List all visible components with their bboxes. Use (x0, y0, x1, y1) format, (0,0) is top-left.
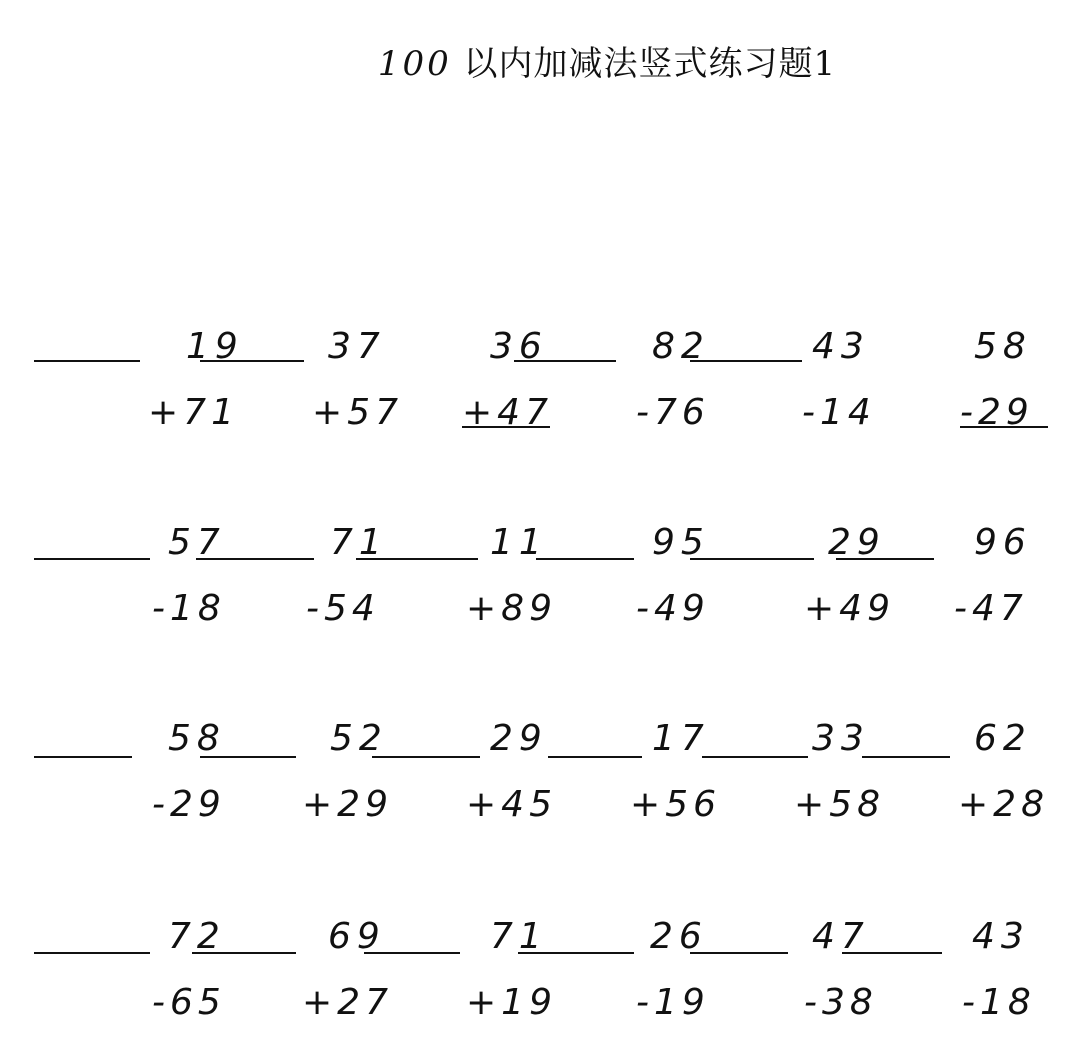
problem-top-number: 43 (812, 326, 870, 367)
problem-top-number: 96 (974, 522, 1032, 563)
problem-bottom-number: +19 (466, 982, 557, 1023)
problem-row-1 (0, 322, 1084, 432)
problem-bottom-number: -14 (802, 392, 876, 433)
problem-top-number: 19 (186, 326, 244, 367)
problem-bottom-number: +49 (804, 588, 895, 629)
problem-top-number: 82 (652, 326, 710, 367)
problem-bottom-number: +28 (958, 784, 1049, 825)
problem-bottom-number: -65 (152, 982, 226, 1023)
problem-bottom-number: +27 (302, 982, 393, 1023)
problem-top-number: 72 (168, 916, 226, 957)
problem-top-number: 47 (812, 916, 870, 957)
problem-bottom-number: +71 (148, 392, 239, 433)
problem-top-number: 71 (330, 522, 388, 563)
problem-top-number: 69 (328, 916, 386, 957)
problem-top-number: 43 (972, 916, 1030, 957)
problem-bottom-number: +89 (466, 588, 557, 629)
answer-line (34, 952, 150, 954)
problem-row-4 (0, 912, 1084, 1022)
problem-bottom-number: -76 (636, 392, 710, 433)
problem-top-number: 57 (168, 522, 226, 563)
problem-bottom-number: +57 (312, 392, 403, 433)
problem-bottom-number: +58 (794, 784, 885, 825)
answer-line (536, 558, 634, 560)
problem-top-number: 52 (330, 718, 388, 759)
problem-top-number: 37 (328, 326, 386, 367)
problem-bottom-number: -38 (804, 982, 878, 1023)
problem-top-number: 71 (490, 916, 548, 957)
problem-bottom-number: -47 (954, 588, 1028, 629)
problem-bottom-number: -18 (962, 982, 1036, 1023)
problem-bottom-number: +45 (466, 784, 557, 825)
problem-bottom-number: -18 (152, 588, 226, 629)
problem-top-number: 11 (490, 522, 548, 563)
answer-line (34, 360, 140, 362)
answer-line (372, 756, 480, 758)
problem-top-number: 95 (652, 522, 710, 563)
problem-bottom-number: -49 (636, 588, 710, 629)
problem-bottom-number: -29 (960, 392, 1034, 433)
problem-bottom-number: -29 (152, 784, 226, 825)
page-title (0, 36, 1084, 85)
answer-line (34, 558, 150, 560)
problem-bottom-number: +29 (302, 784, 393, 825)
problem-row-3 (0, 714, 1084, 824)
answer-line (862, 756, 950, 758)
problem-top-number: 17 (652, 718, 710, 759)
problem-top-number: 26 (650, 916, 708, 957)
problem-top-number: 62 (974, 718, 1032, 759)
problem-top-number: 58 (974, 326, 1032, 367)
title-text: 以内加减法竖式练习题1 (463, 44, 837, 84)
answer-line (548, 756, 642, 758)
problem-bottom-number: +56 (630, 784, 721, 825)
answer-line (702, 756, 808, 758)
answer-line (34, 756, 132, 758)
problem-top-number: 33 (812, 718, 870, 759)
problem-bottom-number: -19 (636, 982, 710, 1023)
problem-top-number: 36 (490, 326, 548, 367)
problem-top-number: 29 (828, 522, 886, 563)
problem-row-2 (0, 518, 1084, 628)
problem-bottom-number: +47 (462, 392, 553, 433)
problem-top-number: 58 (168, 718, 226, 759)
problem-bottom-number: -54 (306, 588, 380, 629)
problem-top-number: 29 (490, 718, 548, 759)
title-number: 100 (377, 44, 452, 84)
